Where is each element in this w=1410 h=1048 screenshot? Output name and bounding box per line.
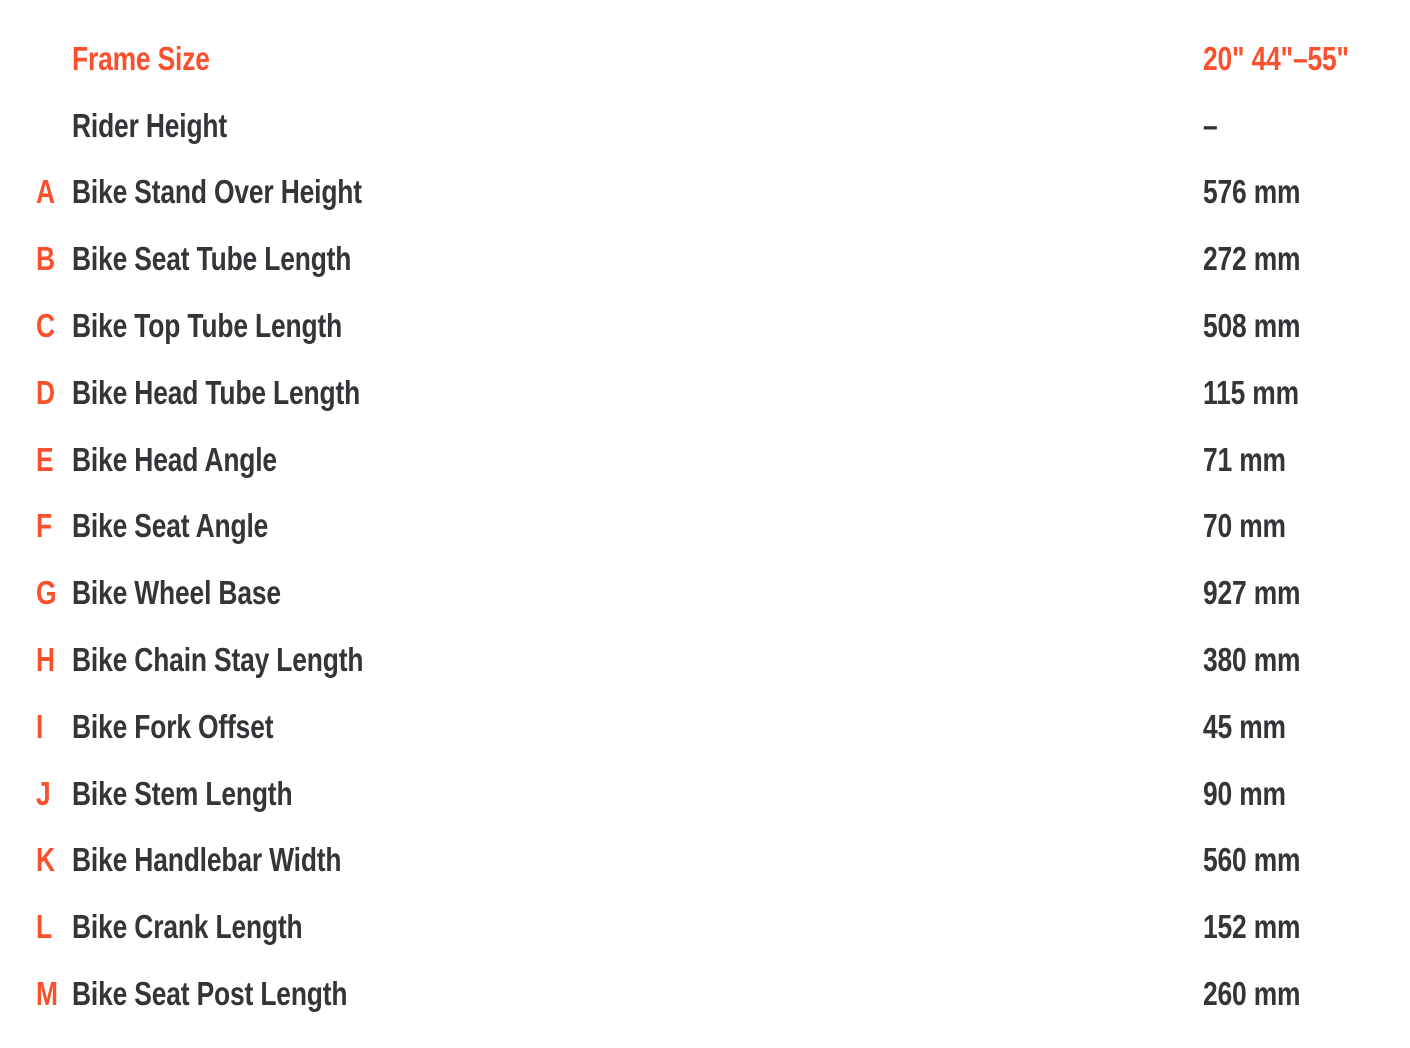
table-row	[36, 893, 1410, 960]
row-value-cell	[1203, 307, 1410, 345]
row-value-cell	[1203, 641, 1410, 679]
table-row	[36, 225, 1410, 292]
row-label: Bike Seat Post Length	[72, 975, 348, 1013]
row-label-cell	[72, 975, 1203, 1013]
row-value-cell	[1203, 841, 1410, 879]
row-letter: J	[36, 774, 51, 812]
row-value: 71 mm	[1203, 440, 1286, 478]
row-label: Bike Chain Stay Length	[72, 641, 364, 679]
row-label: Bike Crank Length	[72, 908, 303, 946]
row-label-cell	[72, 641, 1203, 679]
row-label-cell	[72, 307, 1203, 345]
row-letter: C	[36, 307, 55, 345]
row-label: Bike Seat Tube Length	[72, 240, 352, 278]
row-label: Bike Stand Over Height	[72, 173, 362, 211]
row-value-cell	[1203, 440, 1410, 478]
row-label-cell	[72, 373, 1203, 411]
row-value-cell	[1203, 373, 1410, 411]
row-value-cell	[1203, 908, 1410, 946]
row-label-cell	[72, 774, 1203, 812]
row-letter-cell	[36, 975, 72, 1013]
row-value-cell	[1203, 707, 1410, 745]
row-label: Bike Head Angle	[72, 440, 277, 478]
row-label: Bike Stem Length	[72, 774, 293, 812]
row-label-cell	[72, 507, 1203, 545]
row-letter-cell	[36, 507, 72, 545]
row-value: 560 mm	[1203, 841, 1301, 879]
row-label-cell	[72, 841, 1203, 879]
row-letter-cell	[36, 707, 72, 745]
table-row	[36, 493, 1410, 560]
row-label: Bike Wheel Base	[72, 574, 281, 612]
row-value: 20" 44"–55"	[1203, 39, 1349, 77]
row-letter: F	[36, 507, 52, 545]
row-label-cell	[72, 440, 1203, 478]
row-letter: B	[36, 240, 55, 278]
row-letter: K	[36, 841, 55, 879]
row-letter: I	[36, 707, 44, 745]
row-value: 927 mm	[1203, 574, 1301, 612]
row-value: 576 mm	[1203, 173, 1301, 211]
table-row	[36, 760, 1410, 827]
row-letter-cell	[36, 42, 72, 75]
table-row	[36, 92, 1410, 159]
row-label-cell	[72, 574, 1203, 612]
row-label-cell	[72, 908, 1203, 946]
row-label: Bike Head Tube Length	[72, 373, 361, 411]
row-value: 380 mm	[1203, 641, 1301, 679]
row-value: –	[1203, 106, 1218, 144]
row-letter-cell	[36, 774, 72, 812]
row-letter-cell	[36, 908, 72, 946]
table-row	[36, 827, 1410, 894]
row-label: Bike Handlebar Width	[72, 841, 342, 879]
row-value: 70 mm	[1203, 507, 1286, 545]
row-label-cell	[72, 240, 1203, 278]
row-letter-cell	[36, 373, 72, 411]
row-label-cell	[72, 173, 1203, 211]
row-value-cell	[1203, 574, 1410, 612]
row-value-cell	[1203, 975, 1410, 1013]
table-row	[36, 559, 1410, 626]
table-row	[36, 693, 1410, 760]
row-letter: E	[36, 440, 54, 478]
row-letter: H	[36, 641, 55, 679]
row-value: 115 mm	[1203, 373, 1299, 411]
row-letter-cell	[36, 641, 72, 679]
table-row	[36, 292, 1410, 359]
row-letter: L	[36, 908, 52, 946]
row-letter-cell	[36, 841, 72, 879]
row-letter-cell	[36, 173, 72, 211]
row-letter-cell	[36, 109, 72, 142]
row-value: 508 mm	[1203, 307, 1301, 345]
row-letter: A	[36, 173, 55, 211]
row-label-cell	[72, 707, 1203, 745]
row-value: 152 mm	[1203, 908, 1301, 946]
row-label: Rider Height	[72, 106, 228, 144]
table-row	[36, 359, 1410, 426]
row-letter: G	[36, 574, 57, 612]
row-value-cell	[1203, 173, 1410, 211]
row-value-cell	[1203, 774, 1410, 812]
row-letter-cell	[36, 574, 72, 612]
row-label: Bike Fork Offset	[72, 707, 274, 745]
row-value-cell	[1203, 106, 1410, 144]
row-value: 260 mm	[1203, 975, 1301, 1013]
table-header-row	[36, 25, 1410, 92]
row-letter-cell	[36, 307, 72, 345]
row-value: 45 mm	[1203, 707, 1286, 745]
row-label: Bike Top Tube Length	[72, 307, 343, 345]
row-letter: M	[36, 975, 58, 1013]
row-value-cell	[1203, 507, 1410, 545]
row-value: 90 mm	[1203, 774, 1286, 812]
row-letter: D	[36, 373, 55, 411]
row-value-cell	[1203, 240, 1410, 278]
row-label: Frame Size	[72, 39, 210, 77]
row-label: Bike Seat Angle	[72, 507, 269, 545]
row-label-cell	[72, 39, 1203, 77]
row-letter-cell	[36, 240, 72, 278]
row-value-cell	[1203, 39, 1410, 77]
row-value: 272 mm	[1203, 240, 1301, 278]
table-row	[36, 626, 1410, 693]
table-row	[36, 960, 1410, 1027]
row-label-cell	[72, 106, 1203, 144]
table-row	[36, 159, 1410, 226]
row-letter-cell	[36, 440, 72, 478]
table-row	[36, 426, 1410, 493]
